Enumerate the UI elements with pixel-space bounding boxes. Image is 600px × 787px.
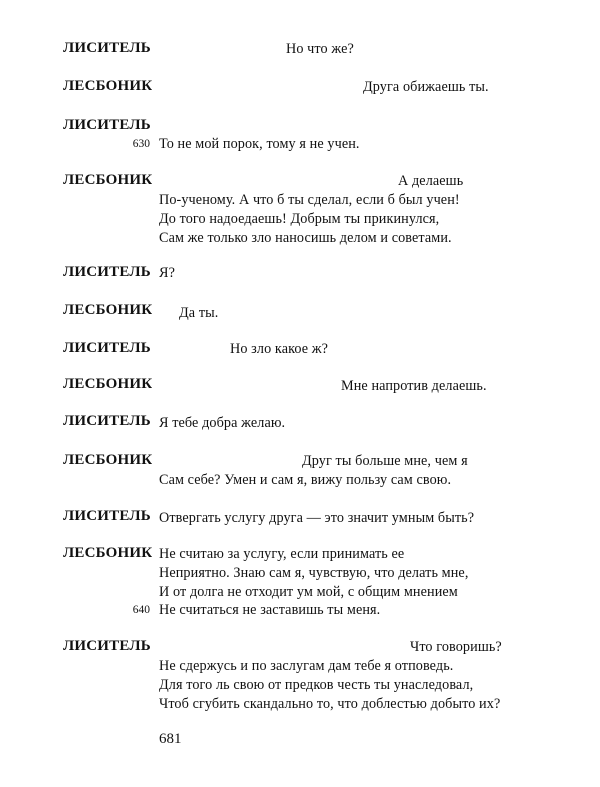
speaker-name: ЛЕСБОНИК xyxy=(63,302,153,318)
verse-line: Я? xyxy=(159,265,175,281)
page-number: 681 xyxy=(159,731,182,747)
verse-line: Отвергать услугу друга — это значит умным быть? xyxy=(159,510,475,526)
verse-line: Что говоришь? xyxy=(410,639,502,655)
speaker-name: ЛИСИТЕЛЬ xyxy=(63,117,151,133)
verse-line: Не считаться не заставишь ты меня. xyxy=(159,602,381,618)
verse-line: Да ты. xyxy=(179,305,219,321)
verse-line: А делаешь xyxy=(398,173,464,189)
verse-line: По-ученому. А что б ты сделал, если б был учен! xyxy=(159,192,460,208)
verse-line: Сам себе? Умен и сам я, вижу пользу сам свою. xyxy=(159,472,452,488)
speaker-name: ЛЕСБОНИК xyxy=(63,452,153,468)
verse-line: Не считаю за услугу, если принимать ее xyxy=(159,546,405,562)
verse-line: Друг ты больше мне, чем я xyxy=(302,453,468,469)
verse-line: Неприятно. Знаю сам я, чувствую, что делать мне, xyxy=(159,565,469,581)
verse-line: Для того ль свою от предков честь ты унаследовал, xyxy=(159,677,474,693)
speaker-name: ЛИСИТЕЛЬ xyxy=(63,340,151,356)
verse-line: Не сдержусь и по заслугам дам тебе я отповедь. xyxy=(159,658,454,674)
verse-line: Но зло какое ж? xyxy=(230,341,329,357)
speaker-name: ЛЕСБОНИК xyxy=(63,376,153,392)
speaker-name: ЛЕСБОНИК xyxy=(63,545,153,561)
line-number: 640 xyxy=(132,604,150,616)
speaker-name: ЛЕСБОНИК xyxy=(63,78,153,94)
verse-line: И от долга не отходит ум мой, с общим мнением xyxy=(159,584,458,600)
verse-line: Друга обижаешь ты. xyxy=(363,79,489,95)
speaker-name: ЛИСИТЕЛЬ xyxy=(63,264,151,280)
speaker-name: ЛЕСБОНИК xyxy=(63,172,153,188)
verse-line: Сам же только зло наносишь делом и советами. xyxy=(159,230,452,246)
speaker-name: ЛИСИТЕЛЬ xyxy=(63,508,151,524)
verse-line: Я тебе добра желаю. xyxy=(159,415,286,431)
verse-line: До того надоедаешь! Добрым ты прикинулся, xyxy=(159,211,440,227)
line-number: 630 xyxy=(132,138,150,150)
speaker-name: ЛИСИТЕЛЬ xyxy=(63,40,151,56)
verse-line: Чтоб сгубить скандально то, что доблестью добыто их? xyxy=(159,696,501,712)
verse-line: Мне напротив делаешь. xyxy=(341,378,487,394)
speaker-name: ЛИСИТЕЛЬ xyxy=(63,638,151,654)
speaker-name: ЛИСИТЕЛЬ xyxy=(63,413,151,429)
verse-line: Но что же? xyxy=(286,41,354,57)
verse-line: То не мой порок, тому я не учен. xyxy=(159,136,360,152)
